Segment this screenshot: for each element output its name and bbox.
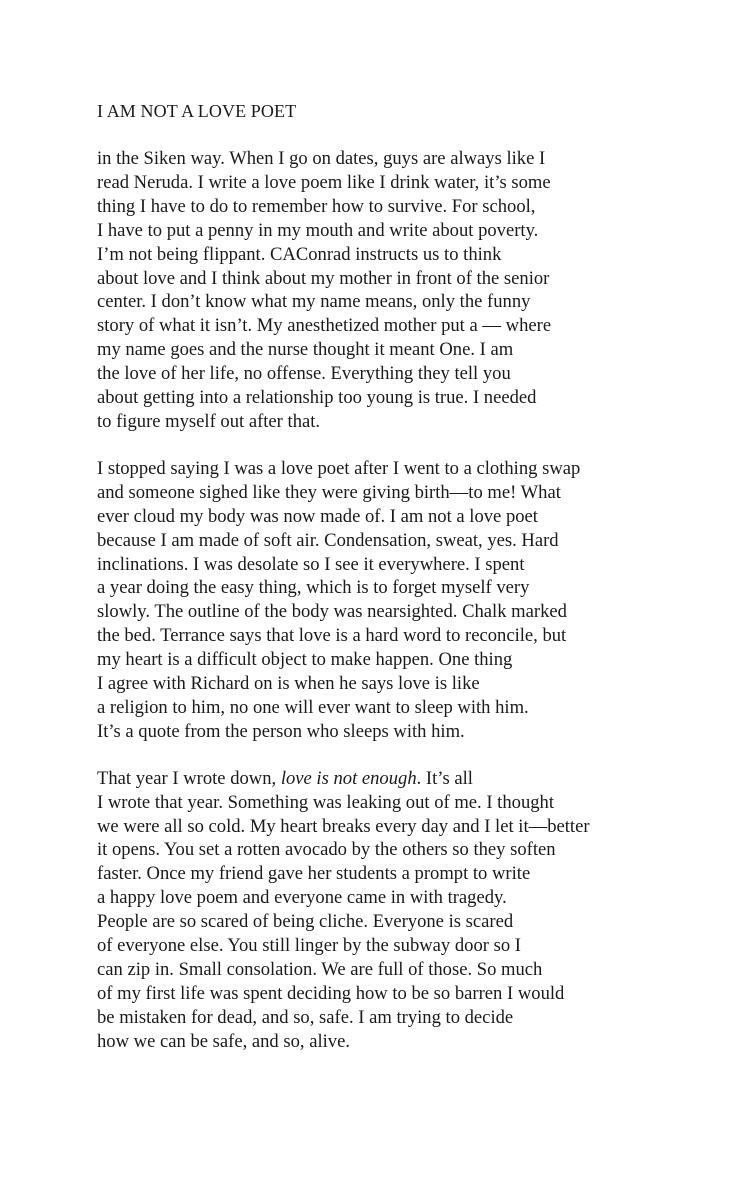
stanza-1: [97, 147, 737, 434]
poem-line: thing I have to do to remember how to survive. For school,: [97, 195, 536, 217]
poem-line: I wrote that year. Something was leaking out of me. I thought: [97, 791, 554, 813]
poem-line: and someone sighed like they were giving birth—to me! What: [97, 481, 561, 503]
italic-phrase: love is not enough: [280, 767, 417, 789]
poem-line: can zip in. Small consolation. We are full of those. So much: [97, 959, 543, 980]
poem-line: I stopped saying I was a love poet after I went to a clothing swap: [97, 457, 581, 479]
poem-line: a year doing the easy thing, which is to forget myself very: [97, 577, 530, 599]
poem-line: story of what it isn’t. My anesthetized mother put a — where: [97, 315, 552, 337]
poem-line: a religion to him, no one will ever want to sleep with him.: [97, 696, 529, 718]
stanza-2: [97, 457, 737, 744]
poem-line: my heart is a difficult object to make happen. One thing: [97, 649, 513, 671]
poem-line: read Neruda. I write a love poem like I drink water, it’s some: [97, 171, 551, 193]
poem-line: because I am made of soft air. Condensation, sweat, yes. Hard: [97, 529, 559, 551]
poem-line: I have to put a penny in my mouth and write about poverty.: [97, 219, 539, 241]
poem-line: People are so scared of being cliche. Everyone is scared: [97, 911, 514, 933]
poem-line: be mistaken for dead, and so, safe. I am trying to decide: [97, 1006, 514, 1028]
poem-line: center. I don’t know what my name means, only the funny: [97, 291, 531, 313]
poem-line: how we can be safe, and so, alive.: [97, 1030, 350, 1052]
poem-line: I’m not being flippant. CAConrad instructs us to think: [97, 243, 502, 265]
poem-line: It’s a quote from the person who sleeps with him.: [97, 720, 465, 742]
poem-line-with-italic: [97, 767, 737, 791]
poem-line: in the Siken way. When I go on dates, guys are always like I: [97, 148, 546, 169]
poem-line: faster. Once my friend gave her students a prompt to write: [97, 863, 531, 885]
poem-line: my name goes and the nurse thought it meant One. I am: [97, 339, 514, 361]
line-text-before: That year I wrote down,: [97, 767, 281, 789]
poem-line: the love of her life, no offense. Everything they tell you: [97, 363, 511, 385]
poem-line: slowly. The outline of the body was nearsighted. Chalk marked: [97, 601, 567, 623]
poem-line: about love and I think about my mother in front of the senior: [97, 267, 550, 289]
line-text-after: . It’s all: [416, 767, 473, 789]
poem-line: the bed. Terrance says that love is a hard word to reconcile, but: [97, 625, 567, 647]
poem-line: it opens. You set a rotten avocado by the others so they soften: [97, 839, 556, 861]
poem-line: inclinations. I was desolate so I see it everywhere. I spent: [97, 553, 525, 575]
poem-line: to figure myself out after that.: [97, 410, 321, 432]
poem-line: I agree with Richard on is when he says love is like: [97, 673, 480, 695]
poem-line: about getting into a relationship too young is true. I needed: [97, 387, 537, 409]
stanza-3: [97, 767, 737, 1054]
poem-line: of my first life was spent deciding how to be so barren I would: [97, 982, 565, 1004]
poem-line: ever cloud my body was now made of. I am not a love poet: [97, 505, 538, 527]
poem-line: we were all so cold. My heart breaks every day and I let it—better: [97, 815, 590, 837]
poem-line: of everyone else. You still linger by the subway door so I: [97, 935, 521, 957]
poem-title: I AM NOT A LOVE POET: [97, 101, 297, 121]
poem-line: a happy love poem and everyone came in with tragedy.: [97, 887, 507, 909]
